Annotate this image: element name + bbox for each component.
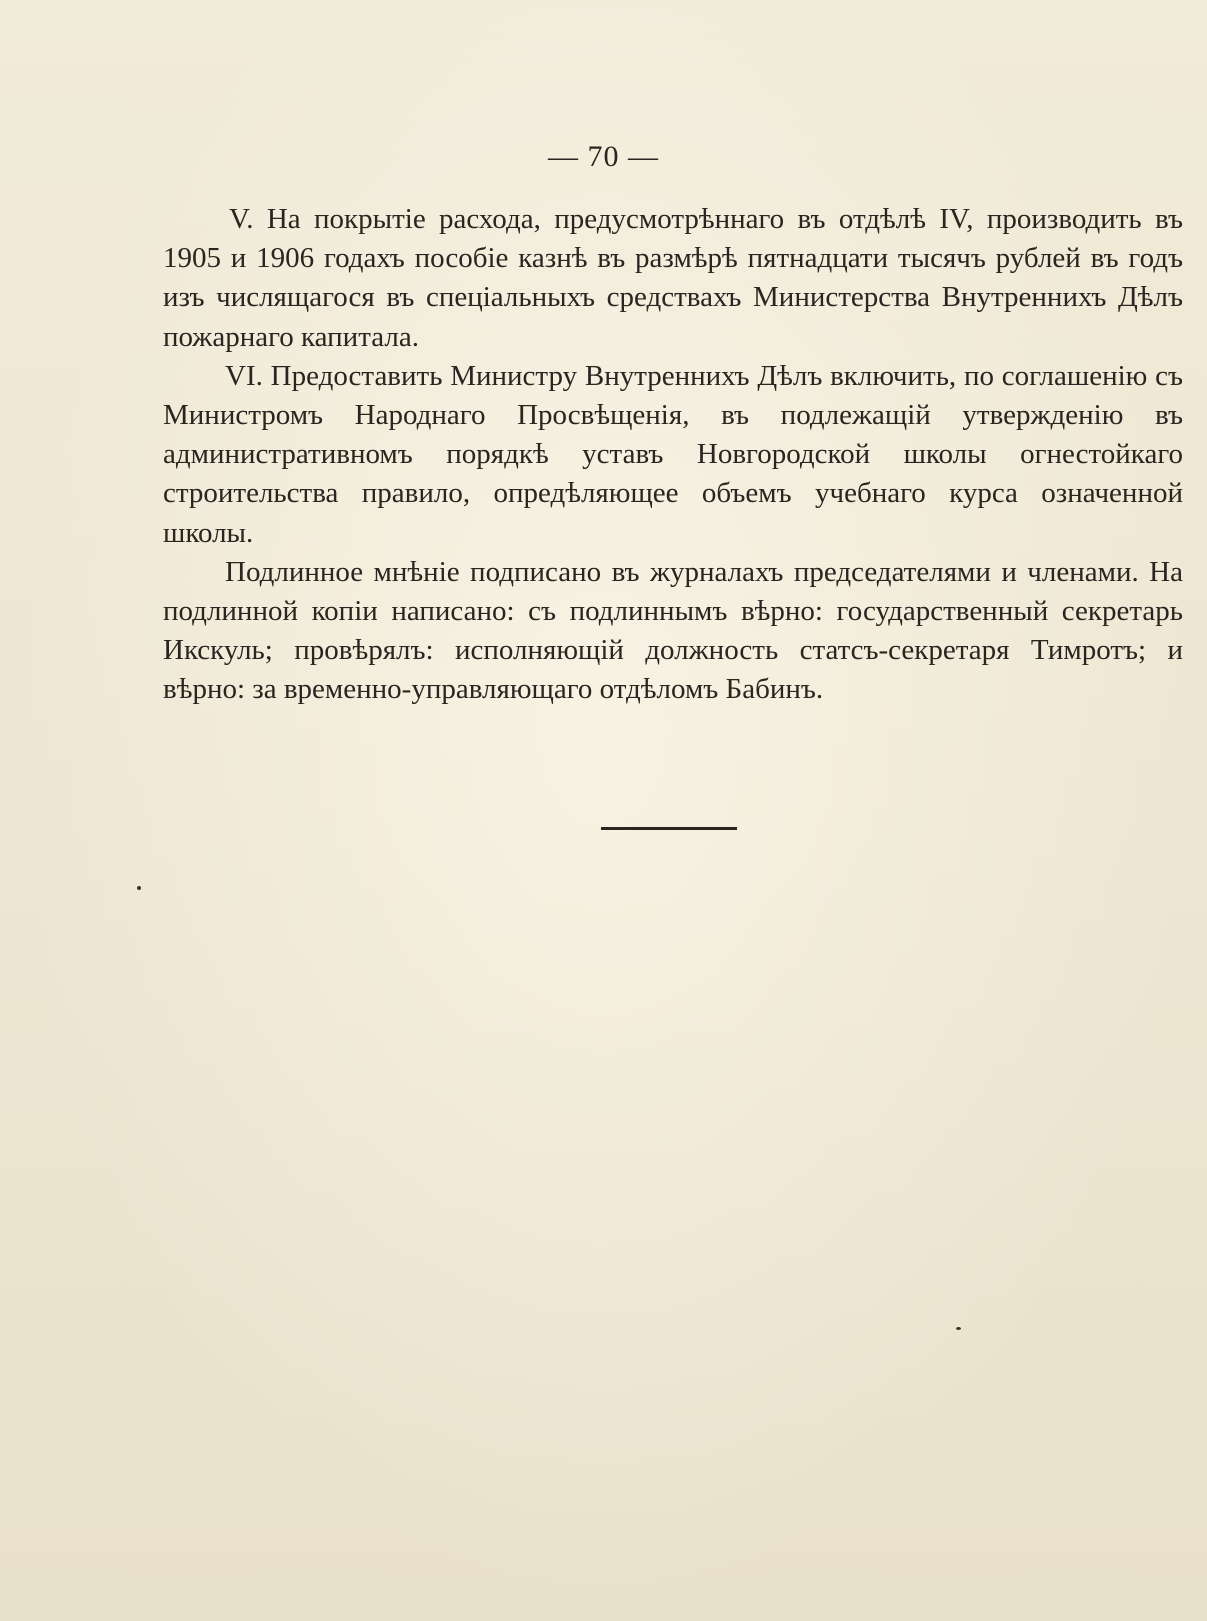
body-text — [163, 200, 1183, 710]
paragraph-section-vi: VI. Предоставить Министру Внутреннихъ Дѣлъ включить, по соглашенію съ Министромъ Народнаго Просвѣщенія, въ подлежащій утвержденію въ административномъ порядкѣ уставъ Новгородской школы огнестойкаго строительства правило, опредѣляющее объемъ учебнаго курса означенной школы. — [163, 359, 1183, 549]
end-rule-divider — [601, 827, 737, 830]
page-number: — 70 — — [548, 140, 659, 173]
paper-speck — [956, 1327, 961, 1330]
paragraph-section-v: V. На покрытіе расхода, предусмотрѣннаго въ отдѣлѣ IV, производить въ 1905 и 1906 годахъ пособіе казнѣ въ размѣрѣ пятнадцати тысячъ рублей въ годъ изъ числящагося въ спеціальныхъ средствахъ Министерства Внутреннихъ Дѣлъ пожарнаго капитала. — [163, 203, 1183, 353]
paragraph-signatures: Подлинное мнѣніе подписано въ журналахъ председателями и членами. На подлинной копіи написано: съ подлиннымъ вѣрно: государственный секретарь Икскуль; провѣрялъ: исполняющій должность статсъ-секретаря Тимротъ; и вѣрно: за временно-управляющаго отдѣломъ Бабинъ. — [163, 555, 1183, 706]
paper-speck — [137, 886, 141, 890]
